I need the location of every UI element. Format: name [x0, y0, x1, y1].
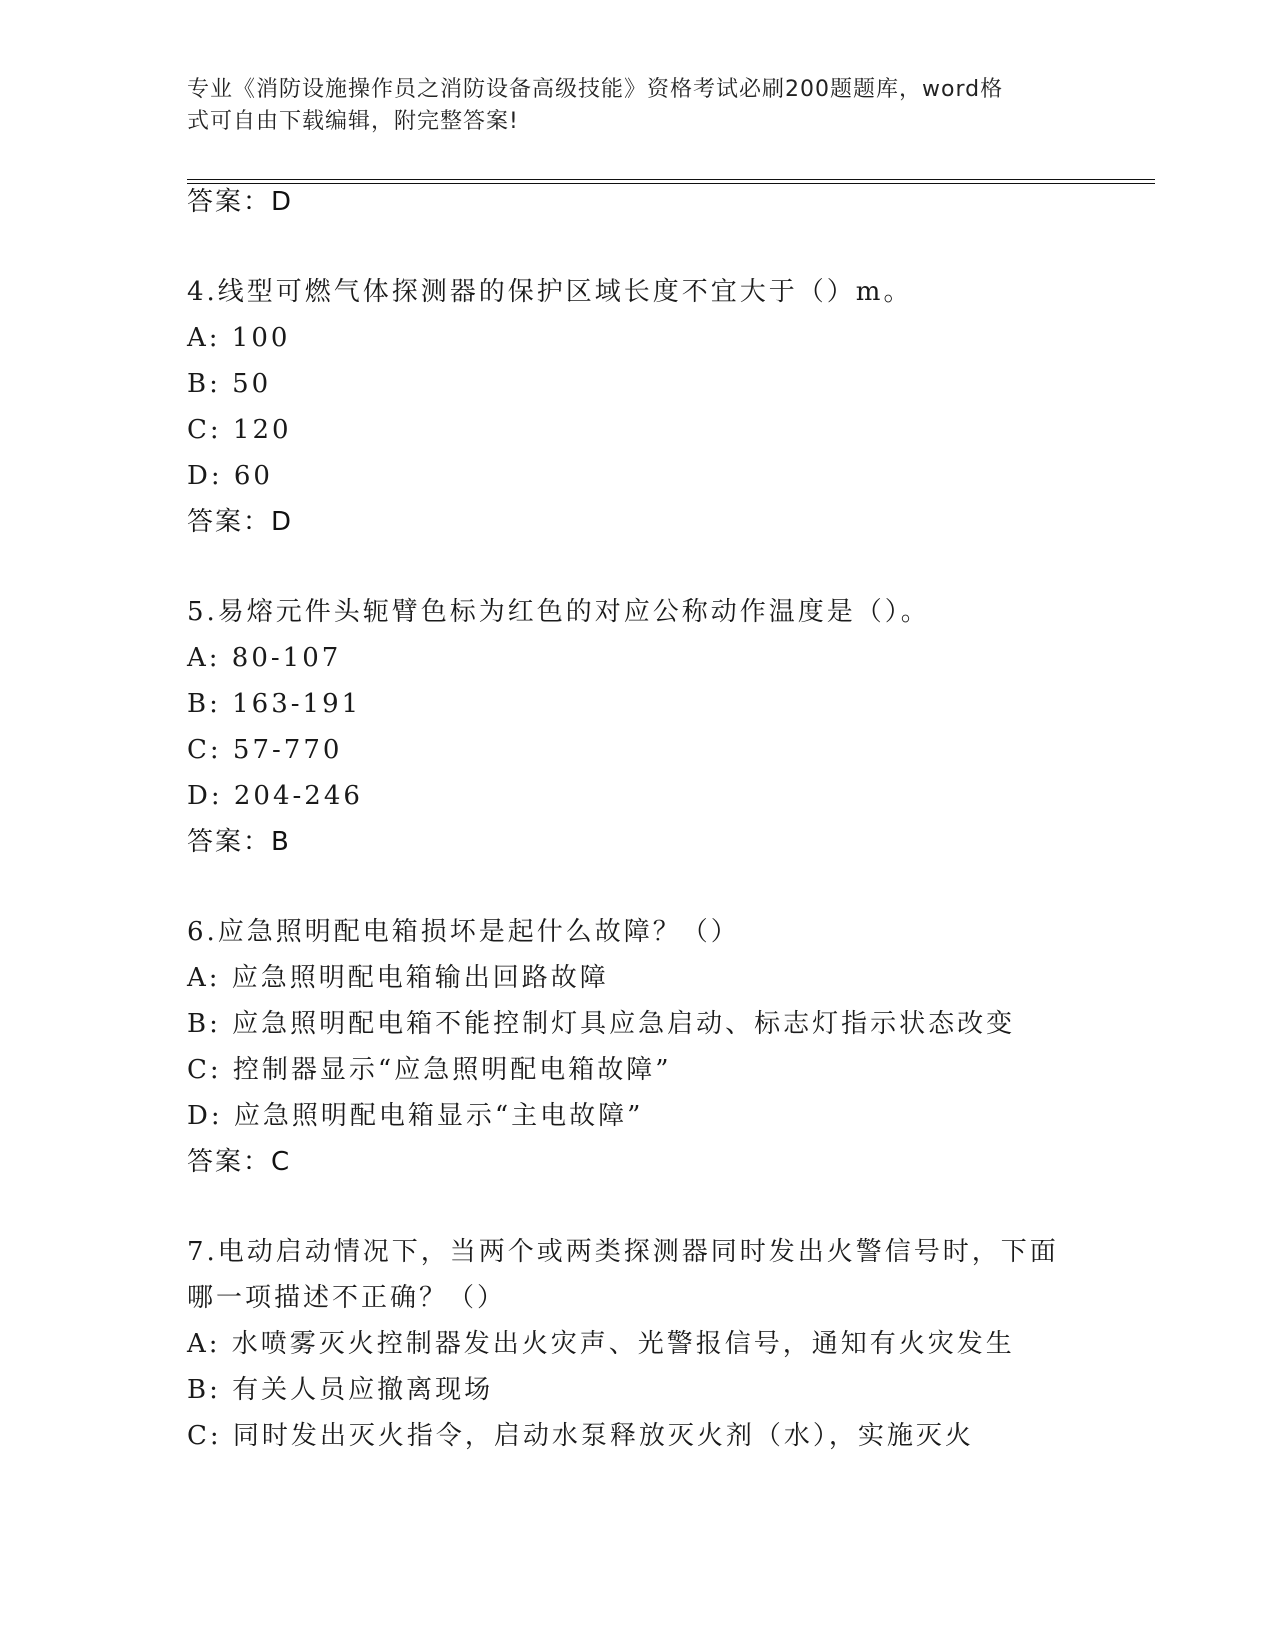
option-b: B: 163-191: [187, 689, 362, 719]
option-a: A: 水喷雾灭火控制器发出火灾声、光警报信号，通知有火灾发生: [187, 1329, 1015, 1359]
option-b: B: 50: [187, 369, 272, 399]
option-c: C: 控制器显示“应急照明配电箱故障”: [187, 1055, 672, 1085]
answer-line: 答案：D: [187, 187, 294, 217]
question-stem: 7.电动启动情况下，当两个或两类探测器同时发出火警信号时，下面: [187, 1237, 1059, 1267]
question-stem-continued: 哪一项描述不正确？（）: [187, 1283, 507, 1313]
header-line-1: 专业《消防设施操作员之消防设备高级技能》资格考试必刷200题题库，word格: [187, 77, 1004, 102]
question-block: [187, 909, 1087, 1185]
question-block: [187, 269, 1087, 545]
option-d: D: 204-246: [187, 781, 363, 811]
question-stem: 6.应急照明配电箱损坏是起什么故障？（）: [187, 917, 740, 947]
spacer: [187, 545, 1087, 589]
question-block: [187, 589, 1087, 865]
option-c: C: 120: [187, 415, 292, 445]
spacer: [187, 1185, 1087, 1229]
question-list: [187, 179, 1087, 1459]
answer-line: 答案：D: [187, 507, 294, 537]
option-a: A: 100: [187, 323, 291, 353]
header-line-2: 式可自由下载编辑，附完整答案!: [187, 109, 519, 134]
option-d: D: 60: [187, 461, 273, 491]
option-a: A: 应急照明配电箱输出回路故障: [187, 963, 609, 993]
option-c: C: 同时发出灭火指令，启动水泵释放灭火剂（水），实施灭火: [187, 1421, 974, 1451]
option-b: B: 有关人员应撤离现场: [187, 1375, 494, 1405]
spacer: [187, 865, 1087, 909]
document-header: [187, 74, 1067, 138]
answer-line: 答案：C: [187, 1147, 292, 1177]
option-b: B: 应急照明配电箱不能控制灯具应急启动、标志灯指示状态改变: [187, 1009, 1016, 1039]
question-block: [187, 1229, 1087, 1459]
option-d: D: 应急照明配电箱显示“主电故障”: [187, 1101, 644, 1131]
option-c: C: 57-770: [187, 735, 343, 765]
option-a: A: 80-107: [187, 643, 342, 673]
spacer: [187, 225, 1087, 269]
answer-line: 答案：B: [187, 827, 291, 857]
question-stem: 5.易熔元件头轭臂色标为红色的对应公称动作温度是（）。: [187, 597, 930, 627]
question-stem: 4.线型可燃气体探测器的保护区域长度不宜大于（）m。: [187, 277, 913, 307]
